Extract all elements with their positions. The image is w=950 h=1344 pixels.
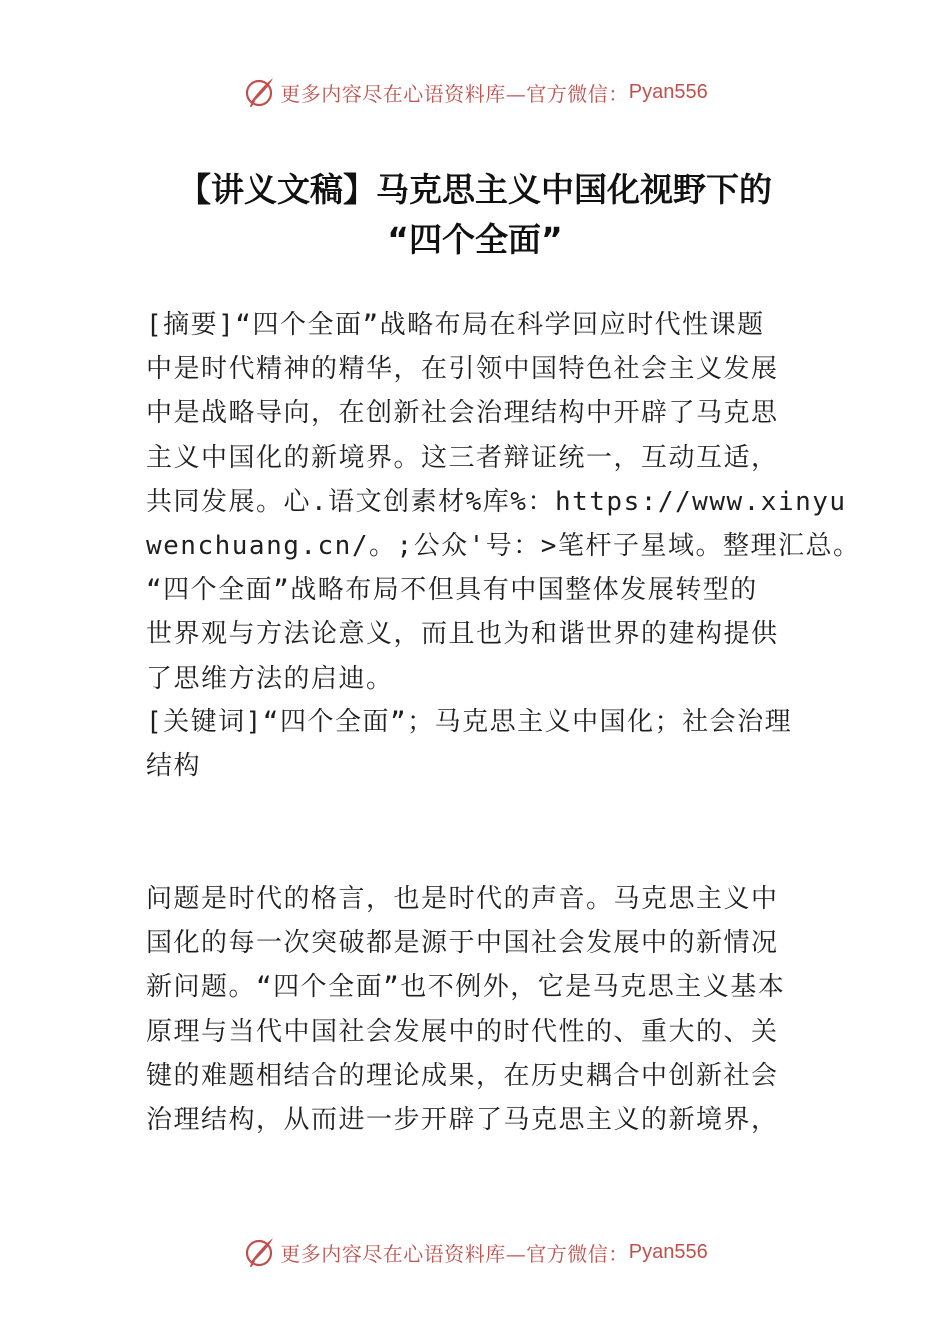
intro-line: 治理结构，从而进一步开辟了马克思主义的新境界， [146, 1104, 779, 1135]
keywords-line: [关键词]“四个全面”；马克思主义中国化；社会治理 [146, 707, 793, 737]
title-line: “四个全面” [387, 220, 563, 259]
footer-banner [0, 1230, 950, 1274]
quill-pen-logo-icon [242, 75, 276, 109]
footer-wechat-handle: Pyan556 [628, 1240, 708, 1263]
quill-pen-logo-icon [242, 1235, 276, 1269]
abstract-paragraph [146, 303, 861, 701]
intro-line: 国化的每一次突破都是源于中国社会发展中的新情况 [146, 928, 779, 959]
document-title [100, 165, 850, 265]
intro-paragraph [146, 877, 826, 1142]
abstract-line: 世界观与方法论意义，而且也为和谐世界的建构提供 [146, 619, 779, 650]
keywords-paragraph [146, 700, 826, 788]
footer-banner-text: 更多内容尽在心语资料库—官方微信： [280, 1241, 629, 1266]
intro-line: 原理与当代中国社会发展中的时代性的、重大的、关 [146, 1016, 779, 1047]
header-banner [0, 70, 950, 114]
abstract-line: 中是战略导向，在创新社会治理结构中开辟了马克思 [146, 398, 779, 429]
abstract-line: 了思维方法的启迪。 [146, 663, 394, 694]
header-banner-text: 更多内容尽在心语资料库—官方微信： [280, 81, 629, 106]
intro-line: 键的难题相结合的理论成果，在历史耦合中创新社会 [146, 1060, 779, 1091]
abstract-line: wenchuang.cn/。;公众'号：>笔杆子星域。整理汇总。 [146, 530, 861, 561]
intro-line: 新问题。“四个全面”也不例外，它是马克思主义基本 [146, 972, 786, 1003]
abstract-line: 中是时代精神的精华，在引领中国特色社会主义发展 [146, 354, 779, 385]
abstract-line: [摘要]“四个全面”战略布局在科学回应时代性课题 [146, 310, 765, 340]
intro-line: 问题是时代的格言，也是时代的声音。马克思主义中 [146, 884, 779, 914]
abstract-line: 主义中国化的新境界。这三者辩证统一，互动互适， [146, 442, 779, 473]
header-wechat-handle: Pyan556 [628, 80, 708, 103]
title-line: 【讲义文稿】马克思主义中国化视野下的 [178, 170, 772, 209]
abstract-line: “四个全面”战略布局不但具有中国整体发展转型的 [146, 575, 758, 606]
keywords-line: 结构 [146, 751, 202, 782]
abstract-line: 共同发展。心.语文创素材%库%：https://www.xinyu [146, 486, 847, 517]
